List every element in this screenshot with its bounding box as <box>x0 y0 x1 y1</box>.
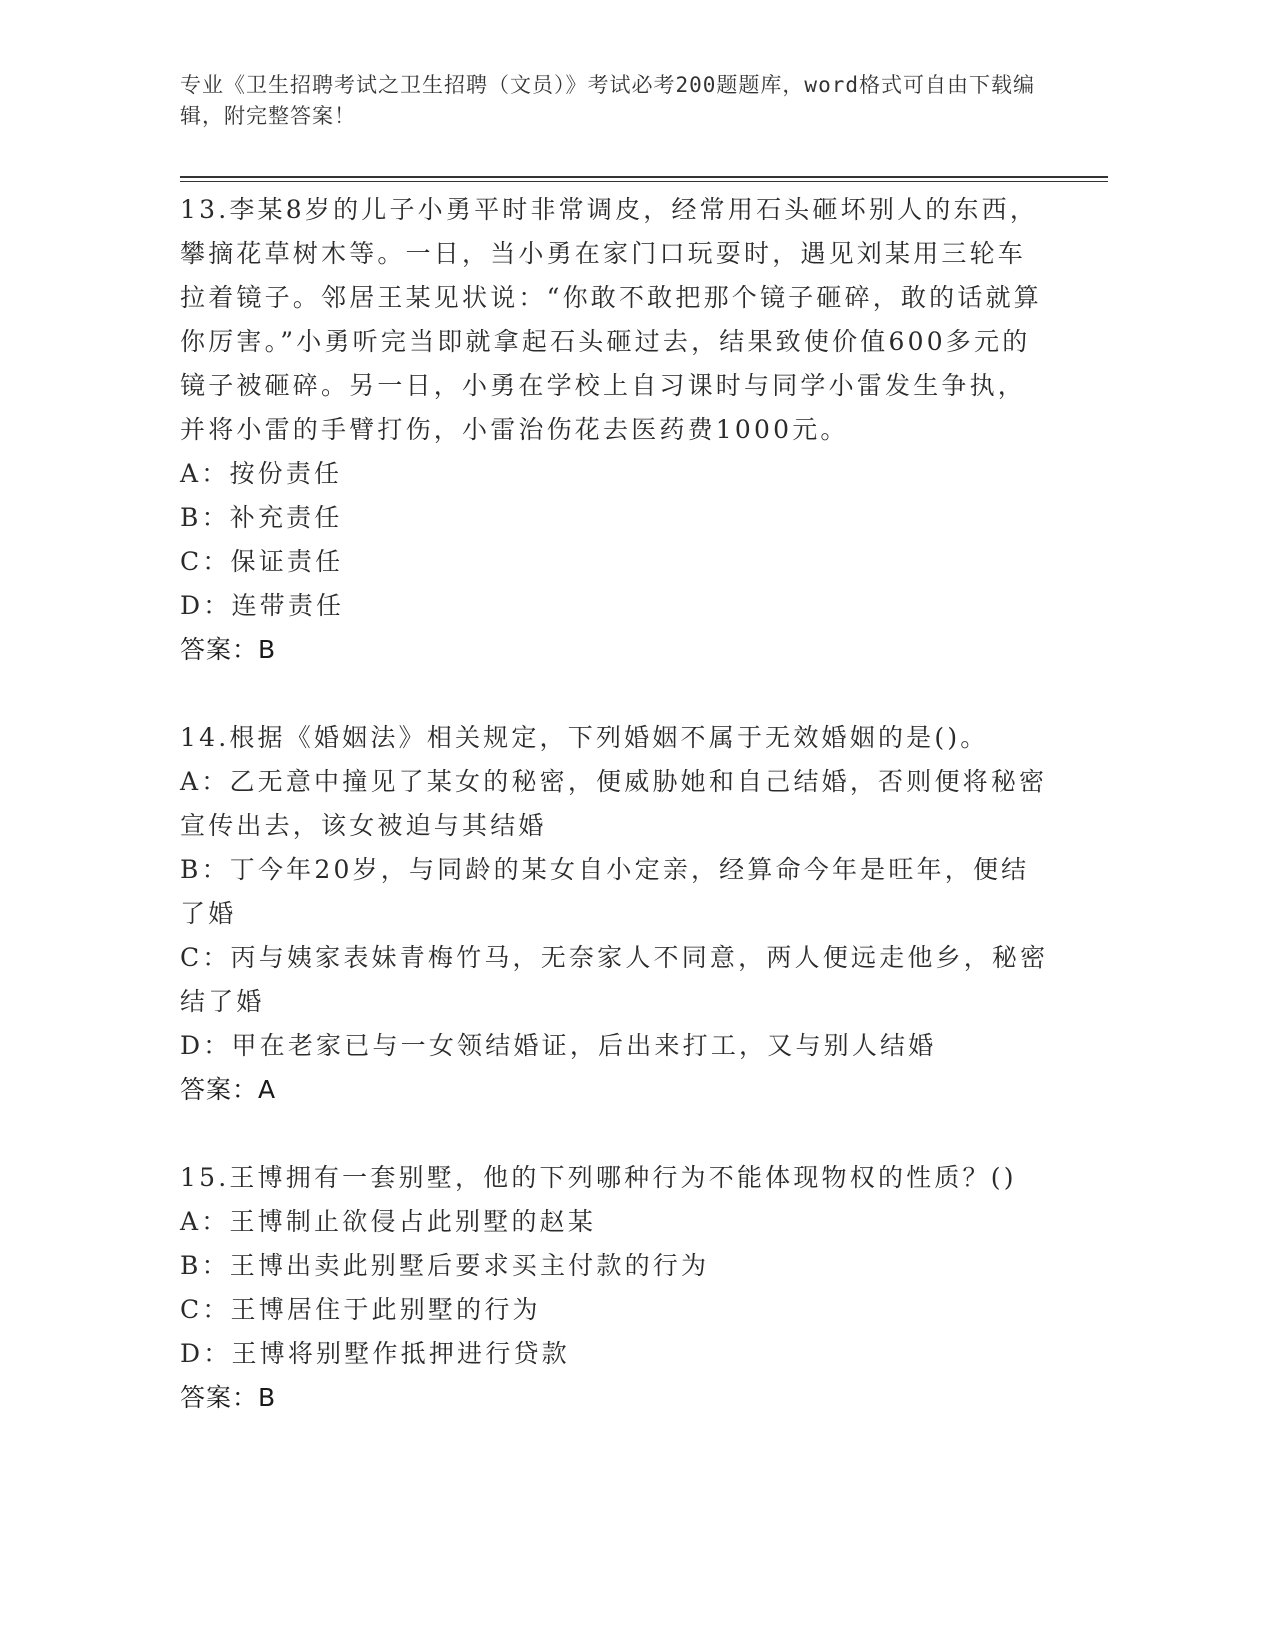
option-a: A：王博制止欲侵占此别墅的赵某 <box>180 1207 597 1236</box>
option-d: D：甲在老家已与一女领结婚证，后出来打工，又与别人结婚 <box>180 1031 937 1060</box>
question-stem: 14.根据《婚姻法》相关规定，下列婚姻不属于无效婚姻的是()。 <box>180 723 989 752</box>
option-d: D：连带责任 <box>180 591 345 620</box>
header-divider-thick <box>180 176 1108 178</box>
option-b: B：丁今年20岁，与同龄的某女自小定亲，经算命今年是旺年，便结了婚 <box>180 855 1030 928</box>
answer-line: 答案：B <box>180 635 277 664</box>
header-divider-thin <box>180 181 1108 182</box>
question-13 <box>180 188 1050 672</box>
option-a: A：按份责任 <box>180 459 343 488</box>
answer-line: 答案：A <box>180 1075 277 1104</box>
option-b: B：补充责任 <box>180 503 343 532</box>
option-d: D：王博将别墅作抵押进行贷款 <box>180 1339 570 1368</box>
option-c: C：王博居住于此别墅的行为 <box>180 1295 541 1324</box>
question-15 <box>180 1156 1050 1420</box>
question-stem: 13.李某8岁的儿子小勇平时非常调皮，经常用石头砸坏别人的东西，攀摘花草树木等。一日，当小勇在家门口玩耍时，遇见刘某用三轮车拉着镜子。邻居王某见状说：“你敢不敢把那个镜子砸碎，敢的话就算你厉害。”小勇听完当即就拿起石头砸过去，结果致使价值600多元的镜子被砸碎。另一日，小勇在学校上自习课时与同学小雷发生争执，并将小雷的手臂打伤，小雷治伤花去医药费1000元。 <box>180 195 1042 444</box>
option-c: C：丙与姨家表妹青梅竹马，无奈家人不同意，两人便远走他乡，秘密结了婚 <box>180 943 1049 1016</box>
question-list <box>180 188 1050 1464</box>
option-c: C：保证责任 <box>180 547 344 576</box>
question-14 <box>180 716 1050 1112</box>
option-a: A：乙无意中撞见了某女的秘密，便威胁她和自己结婚，否则便将秘密宣传出去，该女被迫与其结婚 <box>180 767 1048 840</box>
option-b: B：王博出卖此别墅后要求买主付款的行为 <box>180 1251 710 1280</box>
document-header: 专业《卫生招聘考试之卫生招聘（文员）》考试必考200题题库，word格式可自由下载编辑，附完整答案！ <box>180 73 1035 128</box>
answer-line: 答案：B <box>180 1383 277 1412</box>
question-stem: 15.王博拥有一套别墅，他的下列哪种行为不能体现物权的性质？() <box>180 1163 1017 1192</box>
